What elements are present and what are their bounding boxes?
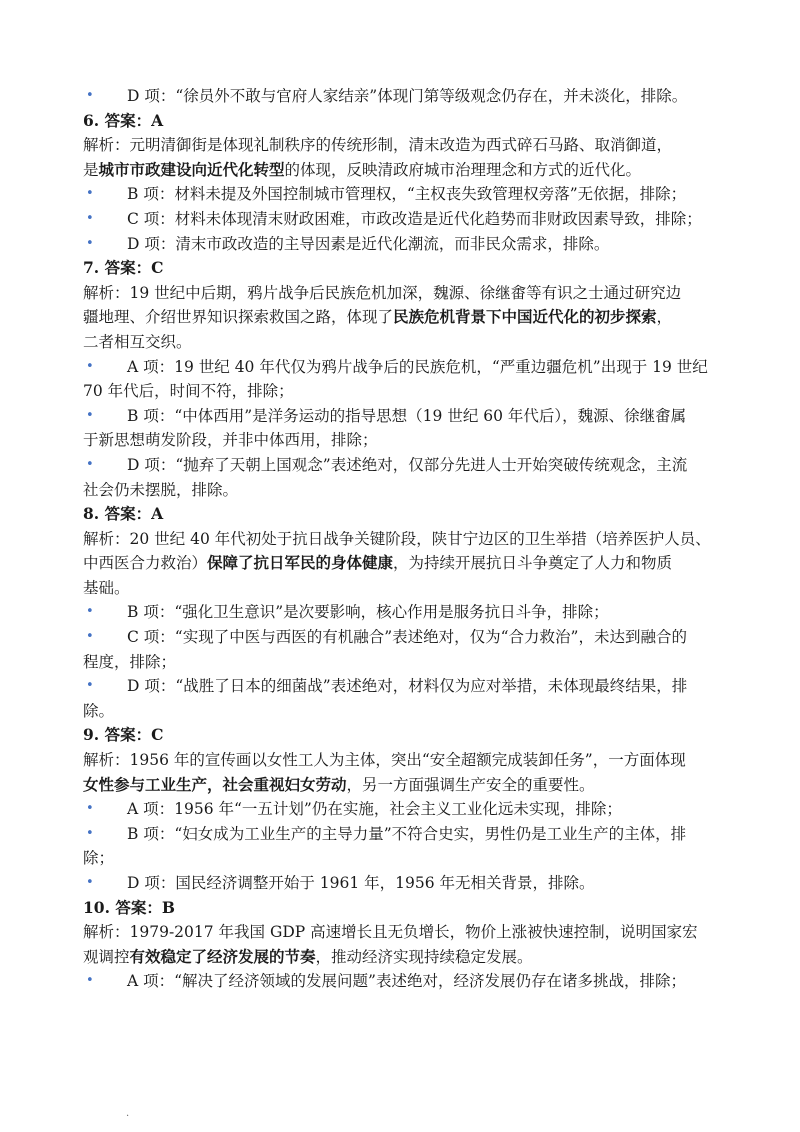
answer-heading <box>83 896 715 921</box>
explanation-line <box>83 158 715 183</box>
answer-heading <box>83 109 715 134</box>
explanation-line <box>83 478 715 503</box>
text-segment: 9. 答案：C <box>83 725 164 745</box>
text-segment: D 项：“战胜了日本的细菌战”表述绝对，材料仅为应对举措，未体现最终结果，排 <box>127 677 688 696</box>
explanation-line <box>83 650 715 675</box>
answer-heading <box>83 723 715 748</box>
option-analysis-item <box>83 232 715 257</box>
text-segment: 除。 <box>83 701 115 720</box>
text-segment: ，为持续开展抗日斗争奠定了人力和物质 <box>393 554 673 573</box>
bullet-icon: • <box>86 407 94 423</box>
text-segment: 观调控 <box>83 947 130 966</box>
option-analysis-item <box>83 453 715 478</box>
text-segment: 70 年代后，时间不符，排除； <box>83 382 294 401</box>
option-analysis-item <box>83 600 715 625</box>
text-segment: B 项：“中体西用”是洋务运动的指导思想（19 世纪 60 年代后），魏源、徐继畬属 <box>127 406 687 425</box>
explanation-line <box>83 576 715 601</box>
text-segment: A 项：19 世纪 40 年代仅为鸦片战争后的民族危机，“严重边疆危机”出现于 19 世纪 <box>127 357 708 376</box>
text-segment: 7. 答案：C <box>83 258 164 278</box>
text-segment: 二者相互交织。 <box>83 332 192 351</box>
text-segment: 基础。 <box>83 578 130 597</box>
bullet-icon: • <box>86 973 94 989</box>
text-segment: A 项：“解决了经济领域的发展问题”表述绝对，经济发展仍存在诸多挑战，排除； <box>127 972 686 991</box>
text-segment: 8. 答案：A <box>83 504 164 524</box>
text-segment: 程度，排除； <box>83 652 177 671</box>
text-segment: C 项：材料未体现清末财政困难，市政改造是近代化趋势而非财政因素导致，排除； <box>127 209 702 228</box>
text-segment: 解析：元明清御街是体现礼制秩序的传统形制，清末改造为西式碎石马路、取消御道， <box>83 136 673 155</box>
text-segment: C 项：“实现了中医与西医的有机融合”表述绝对，仅为“合力救治”，未达到融合的 <box>127 628 687 647</box>
bullet-icon: • <box>86 875 94 890</box>
text-segment: ，推动经济实现持续稳定发展。 <box>315 947 533 966</box>
bullet-icon: • <box>86 629 94 645</box>
text-segment: B 项：“妇女成为工业生产的主导力量”不符合史实，男性仍是工业生产的主体，排 <box>127 824 687 843</box>
text-segment: D 项：国民经济调整开始于 1961 年，1956 年无相关背景，排除。 <box>127 874 595 892</box>
text-segment: 解析：19 世纪中后期，鸦片战争后民族危机加深，魏源、徐继畬等有识之士通过研究边 <box>83 283 682 302</box>
option-analysis-item <box>83 871 715 896</box>
bullet-icon: • <box>86 88 94 103</box>
bullet-icon: • <box>86 456 94 472</box>
explanation-line <box>83 133 715 158</box>
explanation-line <box>83 748 715 773</box>
explanation-line <box>83 428 715 453</box>
option-analysis-item <box>83 969 715 994</box>
explanation-line <box>83 305 715 330</box>
explanation-line <box>83 330 715 355</box>
emphasis-text: 民族危机背景下中国近代化的初步探索 <box>393 307 657 327</box>
option-analysis-item <box>83 625 715 650</box>
text-segment: 解析：1956 年的宣传画以女性工人为主体，突出“安全超额完成装卸任务”，一方面体现 <box>83 751 686 770</box>
bullet-icon: • <box>86 825 94 841</box>
answer-heading <box>83 502 715 527</box>
explanation-line <box>83 945 715 970</box>
answer-heading <box>83 256 715 281</box>
explanation-line <box>83 281 715 306</box>
text-segment: 于新思想萌发阶段，并非中体西用，排除； <box>83 431 378 450</box>
text-segment: ， <box>656 308 673 327</box>
explanation-line <box>83 846 715 871</box>
explanation-line <box>83 379 715 404</box>
text-segment: D 项：“抛弃了天朝上国观念”表述绝对，仅部分先进人士开始突破传统观念，主流 <box>127 455 688 474</box>
text-segment: 除； <box>83 849 115 868</box>
bullet-icon: • <box>86 358 94 374</box>
text-segment: 10. 答案：B <box>83 897 175 917</box>
option-analysis-item <box>83 797 715 822</box>
bullet-icon: • <box>86 604 94 620</box>
option-analysis-item <box>83 355 715 380</box>
emphasis-text: 女性参与工业生产，社会重视妇女劳动 <box>83 774 347 794</box>
text-segment: 社会仍未摆脱，排除。 <box>83 480 239 499</box>
text-segment: 疆地理、介绍世界知识探索救国之路，体现了 <box>83 308 394 327</box>
text-segment: D 项：“徐员外不敢与官府人家结亲”体现门第等级观念仍存在，并未淡化，排除。 <box>127 87 688 105</box>
text-segment: 是 <box>83 160 99 179</box>
text-segment: 解析：1979-2017 年我国 GDP 高速增长且无负增长，物价上涨被快速控制，说明国家宏 <box>83 923 698 942</box>
bullet-icon: • <box>86 210 94 226</box>
bullet-icon: • <box>86 801 94 817</box>
explanation-line <box>83 551 715 576</box>
text-segment: 解析：20 世纪 40 年代初处于抗日战争关键阶段，陕甘宁边区的卫生举措（培养医护人员、 <box>83 529 711 548</box>
option-analysis-item <box>83 822 715 847</box>
text-segment: B 项：“强化卫生意识”是次要影响，核心作用是服务抗日斗争，排除； <box>127 603 609 622</box>
emphasis-text: 城市市政建设向近代化转型 <box>98 159 285 179</box>
option-analysis-item <box>83 207 715 232</box>
explanation-line <box>83 527 715 552</box>
option-analysis-item <box>83 182 715 207</box>
explanation-line <box>83 773 715 798</box>
emphasis-text: 有效稳定了经济发展的节奏 <box>129 946 316 966</box>
text-segment: 6. 答案：A <box>83 110 164 130</box>
bullet-icon: • <box>86 186 94 202</box>
bullet-icon: • <box>86 678 94 694</box>
option-analysis-item <box>83 84 715 109</box>
option-analysis-item <box>83 404 715 429</box>
text-segment: 中西医合力救治） <box>83 554 208 573</box>
text-segment: B 项：材料未提及外国控制城市管理权，“主权丧失致管理权旁落”无依据，排除； <box>127 185 687 204</box>
explanation-line <box>83 699 715 724</box>
answer-explanations <box>83 84 715 994</box>
bullet-icon: • <box>86 235 94 251</box>
text-segment: D 项：清末市政改造的主导因素是近代化潮流，而非民众需求，排除。 <box>127 234 610 253</box>
option-analysis-item <box>83 674 715 699</box>
text-segment: A 项：1956 年“一五计划”仍在实施，社会主义工业化远未实现，排除； <box>127 800 622 819</box>
emphasis-text: 保障了抗日军民的身体健康 <box>207 553 394 573</box>
text-segment: ，另一方面强调生产安全的重要性。 <box>346 775 595 794</box>
explanation-line <box>83 920 715 945</box>
text-segment: 的体现，反映清政府城市治理理念和方式的近代化。 <box>284 160 642 179</box>
page-footer-mark: . <box>126 1108 130 1119</box>
